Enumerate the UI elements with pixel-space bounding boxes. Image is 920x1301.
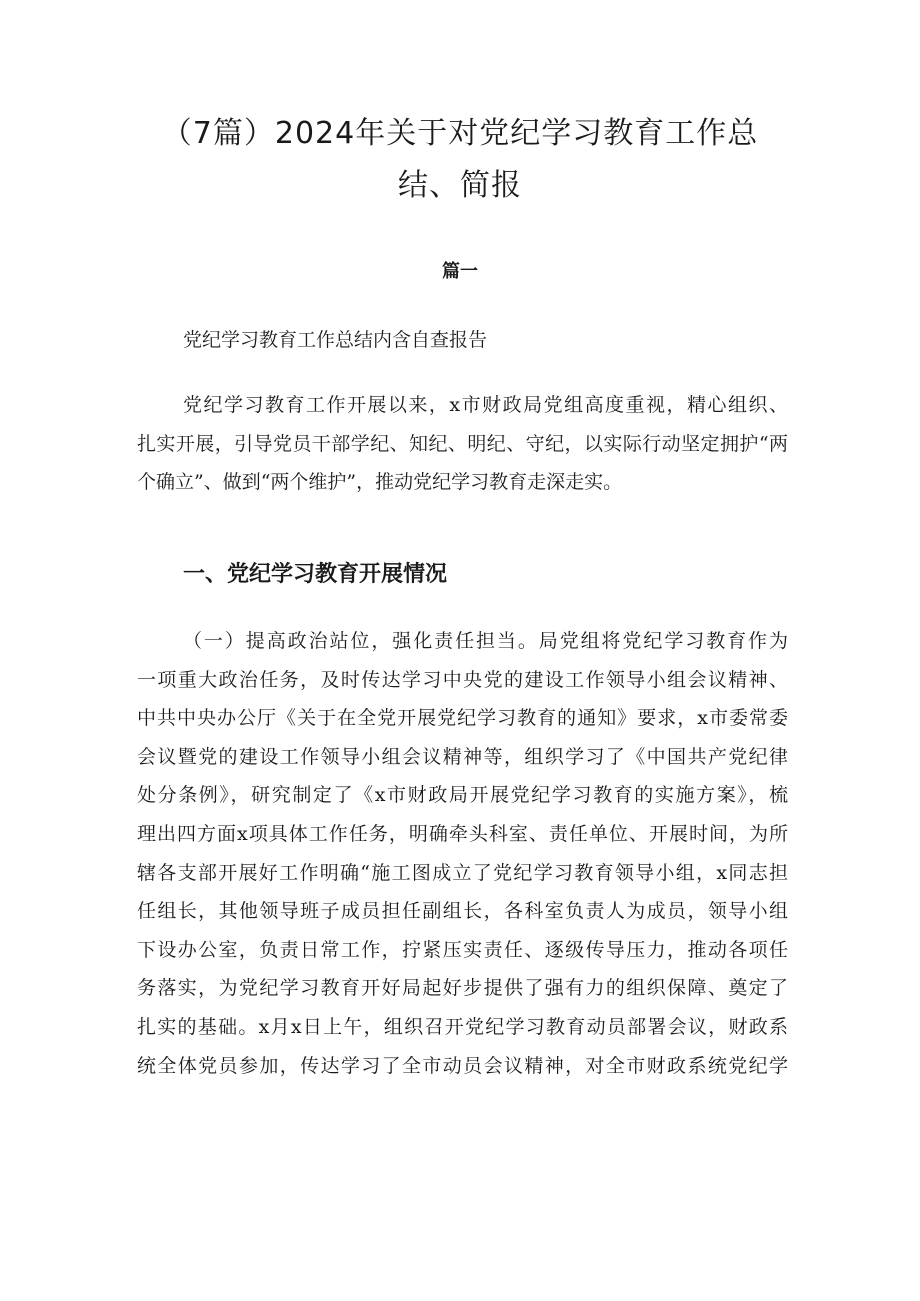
body-line-10: 务落实，为党纪学习教育开好局起好步提供了强有力的组织保障、奠定了 xyxy=(137,977,788,1000)
report-subtitle: 党纪学习教育工作总结内含自查报告 xyxy=(183,329,488,351)
body-line-3: 中共中央办公厅《关于在全党开展党纪学习教育的通知》要求，x市委常委 xyxy=(137,707,788,730)
document-title-line-2: 结、简报 xyxy=(398,168,522,203)
document-title-line-1: （7篇）2024年关于对党纪学习教育工作总 xyxy=(161,116,759,151)
intro-line-3: 个确立”、做到“两个维护”，推动党纪学习教育走深走实。 xyxy=(137,471,623,494)
document-title xyxy=(120,108,800,212)
body-line-7: 辖各支部开展好工作明确“施工图成立了党纪学习教育领导小组，x同志担 xyxy=(137,861,788,884)
body-line-9: 下设办公室，负责日常工作，拧紧压实责任、逐级传导压力，推动各项任 xyxy=(137,938,788,961)
body-line-11: 扎实的基础。x月x日上午，组织召开党纪学习教育动员部署会议，财政系 xyxy=(137,1015,788,1038)
body-line-5: 处分条例》，研究制定了《x市财政局开展党纪学习教育的实施方案》，梳 xyxy=(137,784,788,807)
intro-line-1: 党纪学习教育工作开展以来，x市财政局党组高度重视，精心组织、 xyxy=(183,394,788,416)
intro-line-2: 扎实开展，引导党员干部学纪、知纪、明纪、守纪，以实际行动坚定拥护“两 xyxy=(137,432,788,455)
part-heading: 篇一 xyxy=(442,261,478,282)
body-line-2: 一项重大政治任务，及时传达学习中央党的建设工作领导小组会议精神、 xyxy=(137,668,788,691)
body-paragraph-1 xyxy=(137,622,788,1085)
body-line-1: （一）提高政治站位，强化责任担当。局党组将党纪学习教育作为 xyxy=(183,630,788,652)
section-heading-1: 一、党纪学习教育开展情况 xyxy=(183,562,448,587)
body-line-6: 理出四方面x项具体工作任务，明确牵头科室、责任单位、开展时间，为所 xyxy=(137,822,788,845)
intro-paragraph xyxy=(137,386,788,502)
body-line-12: 统全体党员参加，传达学习了全市动员会议精神，对全市财政系统党纪学 xyxy=(137,1054,788,1077)
body-line-4: 会议暨党的建设工作领导小组会议精神等，组织学习了《中国共产党纪律 xyxy=(137,745,788,768)
body-line-8: 任组长，其他领导班子成员担任副组长，各科室负责人为成员，领导小组 xyxy=(137,900,788,923)
